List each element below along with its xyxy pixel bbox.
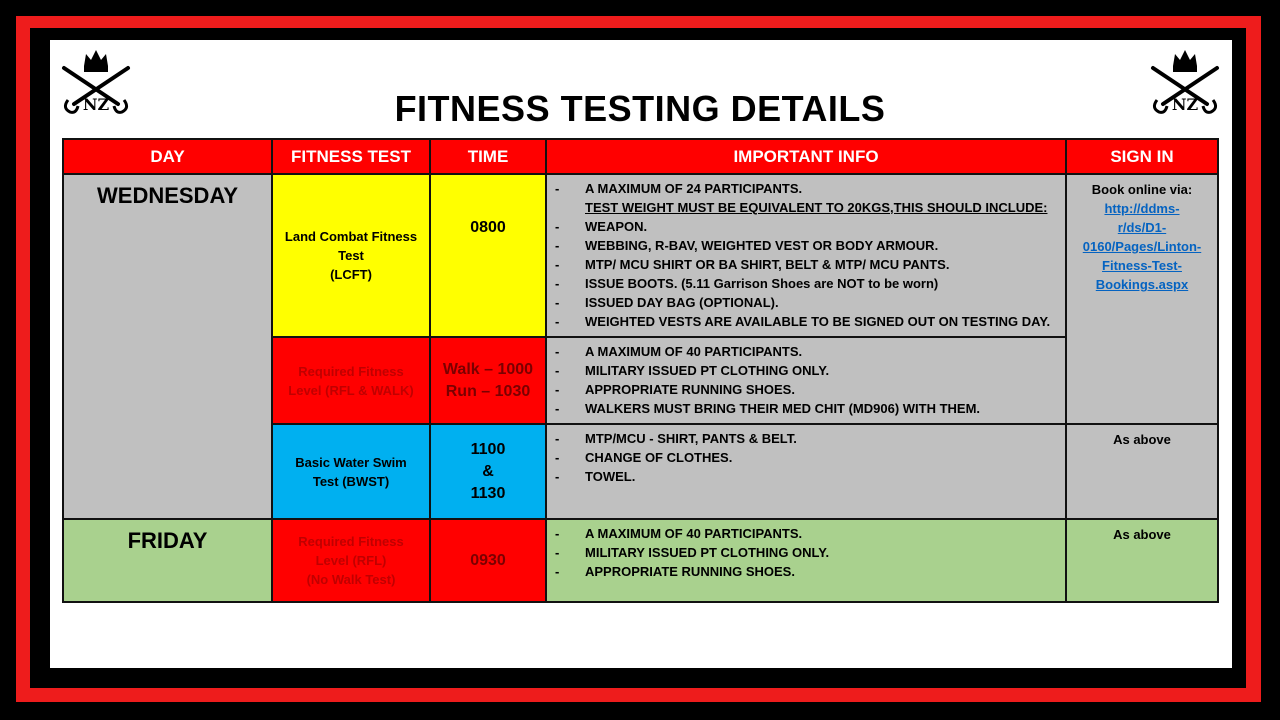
header-day: DAY xyxy=(62,138,273,175)
header-fitness-test: FITNESS TEST xyxy=(271,138,431,175)
info-item: - ISSUED DAY BAG (OPTIONAL). xyxy=(555,295,779,310)
info-item: - A MAXIMUM OF 40 PARTICIPANTS. xyxy=(555,526,803,541)
header-sign-in: SIGN IN xyxy=(1065,138,1219,175)
info-rfl-walk xyxy=(545,336,1067,425)
test-line: Land Combat Fitness xyxy=(284,229,418,244)
signin-label: Book online via: xyxy=(1091,182,1193,197)
signin-friday: As above xyxy=(1065,518,1219,603)
info-lcft xyxy=(545,173,1067,338)
test-line: (No Walk Test) xyxy=(306,572,396,587)
test-line: Basic Water Swim xyxy=(295,454,407,470)
test-line: Test (BWST) xyxy=(312,473,390,489)
info-item: - CHANGE OF CLOTHES. xyxy=(555,450,733,465)
info-item: - A MAXIMUM OF 40 PARTICIPANTS. xyxy=(555,344,803,359)
info-item: - MTP/MCU - SHIRT, PANTS & BELT. xyxy=(555,431,797,446)
test-line: Level (RFL & WALK) xyxy=(288,382,414,398)
test-line: Required Fitness xyxy=(298,363,404,379)
test-line: (LCFT) xyxy=(330,267,372,282)
time-line: 0930 xyxy=(470,551,506,569)
test-line: Test xyxy=(338,248,364,263)
info-item: - MILITARY ISSUED PT CLOTHING ONLY. xyxy=(555,545,830,560)
info-item: - APPROPRIATE RUNNING SHOES. xyxy=(555,564,795,579)
time-lcft xyxy=(429,173,547,338)
time-rfl-friday xyxy=(429,518,547,603)
info-item: - MILITARY ISSUED PT CLOTHING ONLY. xyxy=(555,363,830,378)
test-rfl-friday xyxy=(271,518,431,603)
info-item: - APPROPRIATE RUNNING SHOES. xyxy=(555,382,795,397)
header-important-info: IMPORTANT INFO xyxy=(545,138,1067,175)
test-lcft xyxy=(271,173,431,338)
info-item: - ISSUE BOOTS. (5.11 Garrison Shoes are NOT to be worn) xyxy=(555,276,939,291)
info-rfl-friday xyxy=(545,518,1067,603)
page-title: FITNESS TESTING DETAILS xyxy=(394,88,886,129)
test-line: Required Fitness xyxy=(298,534,404,549)
info-item: - WEAPON. xyxy=(555,219,648,234)
info-item: - A MAXIMUM OF 24 PARTICIPANTS. xyxy=(555,181,803,196)
booking-link[interactable]: http://ddms- r/ds/D1- 0160/Pages/Linton- Fitness-Test- Bookings.aspx xyxy=(1082,201,1202,292)
logo-text: NZ xyxy=(1171,95,1199,114)
logo-text: NZ xyxy=(82,95,110,114)
info-item: - TOWEL. xyxy=(555,469,636,484)
signin-booking xyxy=(1065,173,1219,425)
time-line: 1100 xyxy=(470,440,506,458)
time-line: Run – 1030 xyxy=(445,382,531,400)
info-item: TEST WEIGHT MUST BE EQUIVALENT TO 20KGS,THIS SHOULD INCLUDE: xyxy=(585,200,1048,215)
time-line: 1130 xyxy=(470,484,506,502)
day-wednesday: WEDNESDAY xyxy=(62,173,273,520)
day-friday: FRIDAY xyxy=(62,518,273,603)
test-rfl-walk xyxy=(271,336,431,425)
header-time: TIME xyxy=(429,138,547,175)
test-line: Level (RFL) xyxy=(315,553,387,568)
time-line: 0800 xyxy=(470,219,506,236)
time-bwst xyxy=(429,423,547,520)
info-item: - WEBBING, R-BAV, WEIGHTED VEST OR BODY ARMOUR. xyxy=(555,238,939,253)
info-item: - WALKERS MUST BRING THEIR MED CHIT (MD906) WITH THEM. xyxy=(555,401,981,416)
info-item: - WEIGHTED VESTS ARE AVAILABLE TO BE SIGNED OUT ON TESTING DAY. xyxy=(555,314,1051,329)
signin-bwst: As above xyxy=(1065,423,1219,520)
info-item: - MTP/ MCU SHIRT OR BA SHIRT, BELT & MTP/ MCU PANTS. xyxy=(555,257,950,272)
time-rfl-walk xyxy=(429,336,547,425)
time-line: Walk – 1000 xyxy=(442,360,534,378)
test-bwst xyxy=(271,423,431,520)
info-bwst xyxy=(545,423,1067,520)
time-line: & xyxy=(482,462,494,480)
